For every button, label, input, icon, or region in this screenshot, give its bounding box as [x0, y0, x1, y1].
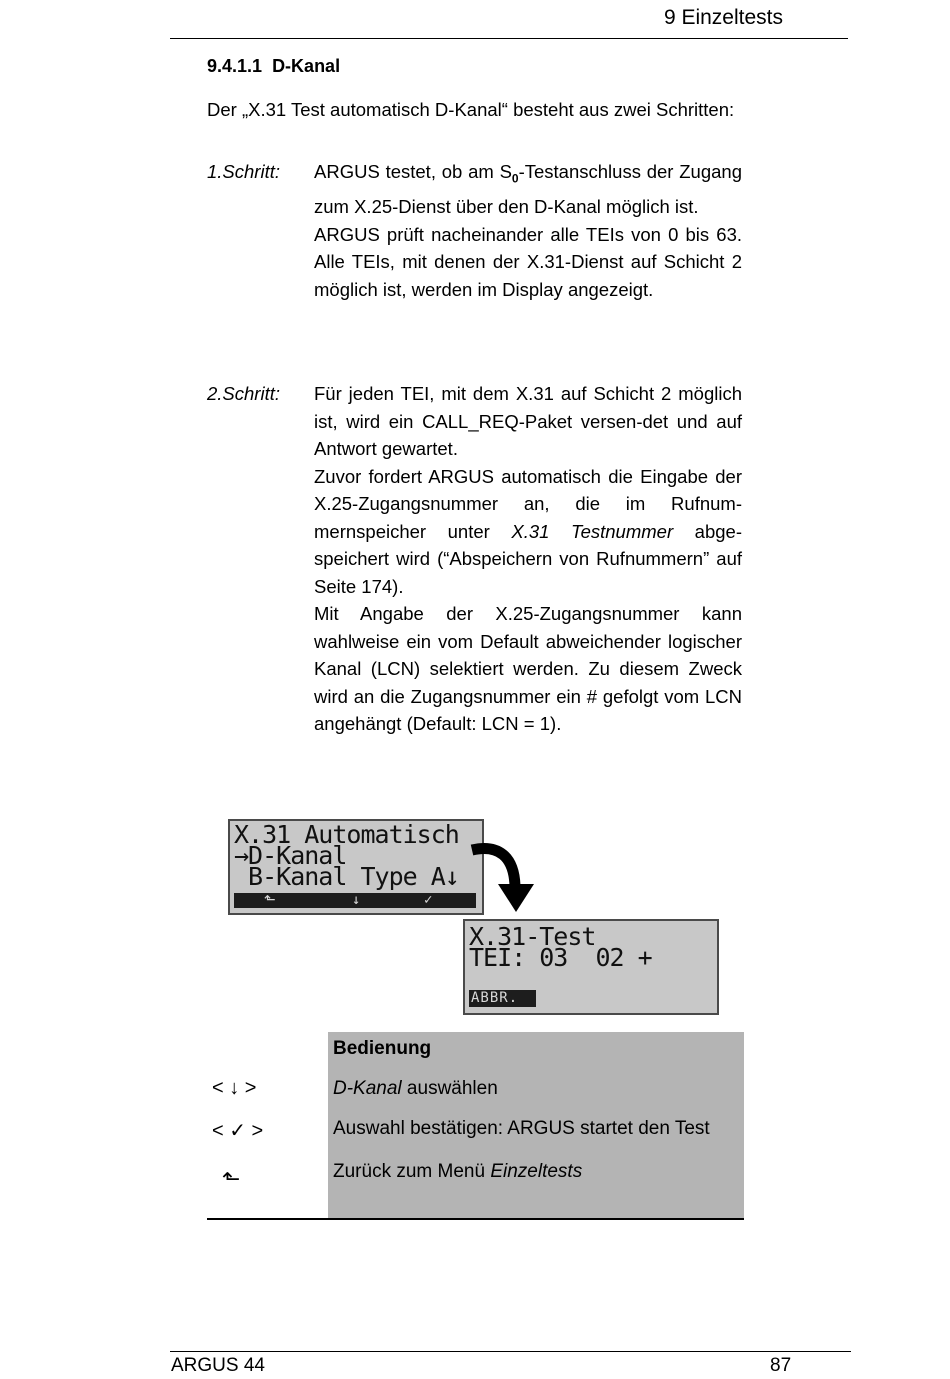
operation-title: Bedienung — [333, 1038, 432, 1059]
header-rule — [170, 38, 848, 39]
step-1-paragraph-2: ARGUS prüft nacheinander alle TEIs von 0 bis 63. Alle TEIs, mit denen der X.31-Dienst auf Schicht 2 möglich ist, werden im Display angezeigt. — [314, 223, 742, 300]
operation-row-1-text: auswählen — [401, 1078, 498, 1099]
lcd-line-3: B-Kanal Type A↓ — [234, 862, 459, 891]
operation-row-2: Auswahl bestätigen: ARGUS startet den Test — [333, 1118, 710, 1139]
section-number: 9.4.1.1 — [207, 56, 263, 76]
intro-paragraph: Der „X.31 Test automatisch D-Kanal“ besteht aus zwei Schritten: — [207, 99, 735, 120]
back-icon[interactable]: ⬑ — [264, 892, 275, 908]
step-1-text-b: -Testanschluss der Zugang zum X.25-Dienst über den D-Kanal möglich ist. — [314, 161, 742, 218]
transition-arrow-icon — [468, 836, 546, 918]
section-title: D-Kanal — [272, 56, 341, 76]
operation-row-1 — [333, 1078, 498, 1100]
s0-subscript: 0 — [511, 171, 519, 186]
step-2-text-b: abge-speichert wird (“Abspeichern von Rufnummern” auf Seite 174). — [314, 520, 742, 597]
step-1-label: 1.Schritt: — [207, 161, 280, 182]
step-2-paragraph-1: Für jeden TEI, mit dem X.31 auf Schicht 2 möglich ist, wird ein CALL_REQ-Paket versen-det und auf Antwort gewartet. — [314, 383, 742, 459]
back-key-icon: ⬑ — [222, 1166, 241, 1191]
step-2-text — [314, 380, 742, 738]
operation-rule — [207, 1218, 744, 1220]
operation-row-3 — [333, 1161, 582, 1183]
einzeltests-emphasis: Einzeltests — [490, 1161, 583, 1182]
page-number: 87 — [770, 1355, 792, 1376]
d-kanal-emphasis: D-Kanal — [333, 1078, 402, 1099]
lcd-line-2: →D-Kanal — [234, 841, 347, 870]
chapter-title: 9 Einzeltests — [663, 6, 783, 29]
step-2-paragraph-2 — [314, 463, 742, 601]
lcd-test-line-1: X.31-Test — [469, 922, 596, 951]
section-heading — [207, 56, 340, 77]
lcd-line-1: X.31 Automatisch — [234, 820, 459, 849]
x31-testnummer-emphasis: X.31 Testnummer — [511, 520, 674, 542]
lcd-softkey-bar — [234, 893, 476, 908]
key-down: < ↓ > — [212, 1077, 257, 1099]
footer-rule — [170, 1351, 851, 1352]
step-1-text — [314, 158, 742, 303]
lcd-test-line-2: TEI: 03 02 + — [469, 943, 652, 972]
key-confirm: < ✓ > — [212, 1120, 264, 1142]
operation-row-3-text: Zurück zum Menü — [333, 1161, 491, 1182]
abort-softkey[interactable]: ABBR. — [469, 990, 536, 1007]
down-arrow-icon[interactable]: ↓ — [352, 892, 360, 908]
step-2-text-a: Zuvor fordert ARGUS automatisch die Eingabe der X.25-Zugangsnummer an, die im Rufnum-mernspeicher unter — [314, 465, 742, 542]
footer-product: ARGUS 44 — [171, 1355, 265, 1376]
step-1-text-a: ARGUS testet, ob am S — [314, 161, 512, 182]
step-2-paragraph-3: Mit Angabe der X.25-Zugangsnummer kann wahlweise ein vom Default abweichender logischer Kanal (LCN) selektiert werden. Zu diesem Zweck wird an die Zugangsnummer ein # gefolgt vom LCN angehängt (Default: LCN = 1). — [314, 603, 742, 734]
lcd-display-test — [463, 919, 719, 1015]
check-icon[interactable]: ✓ — [424, 892, 432, 908]
step-2-label: 2.Schritt: — [207, 383, 280, 404]
step-1-paragraph-1 — [314, 158, 742, 221]
lcd-display-menu — [228, 819, 484, 915]
